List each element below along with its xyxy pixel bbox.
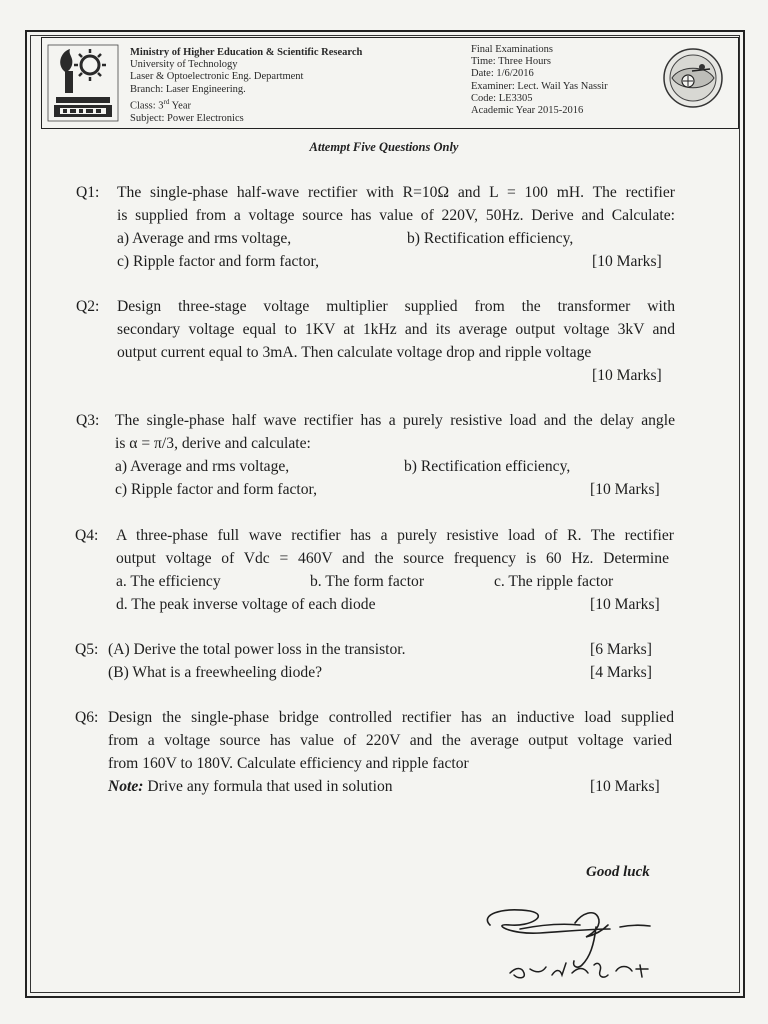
question-text-line: Design three-stage voltage multiplier supplied from the transformer with (117, 298, 675, 315)
header-exam-info-block (471, 44, 661, 117)
question-text-line: The single-phase half wave rectifier has a purely resistive load and the delay angle (115, 412, 675, 429)
question-text-line: secondary voltage equal to 1KV at 1kHz and its average output voltage 3kV and (117, 321, 675, 338)
note-label: Note: (108, 778, 144, 795)
question-text-line: A three-phase full wave rectifier has a purely resistive load of R. The rectifier (116, 527, 674, 544)
question-text-line: is α = π/3, derive and calculate: (115, 435, 311, 452)
question-text-line: from 160V to 180V. Calculate efficiency and ripple factor (108, 755, 469, 772)
question-number: Q4: (75, 527, 99, 544)
question-number: Q3: (76, 412, 100, 429)
handwritten-signature-icon (470, 895, 670, 990)
question-subitem: c) Ripple factor and form factor, (117, 253, 320, 270)
question-marks: [10 Marks] (592, 367, 662, 384)
question-subitem: a) Average and rms voltage, (115, 458, 290, 475)
department-seal-icon (662, 47, 724, 109)
course-code: Code: LE3305 (471, 92, 533, 104)
question-number: Q5: (75, 641, 99, 658)
question-subitem: b) Rectification efficiency, (407, 230, 574, 247)
question-number: Q2: (76, 298, 100, 315)
question-text-line: from a voltage source has value of 220V and the average output voltage varied (108, 732, 672, 749)
question-text-line: Design the single-phase bridge controlled rectifier has an inductive load supplied (108, 709, 674, 726)
class-year: Class: 3rd Year (130, 97, 191, 112)
question-text-line: The single-phase half-wave rectifier with R=10Ω and L = 100 mH. The rectifier (117, 184, 675, 201)
question-subitem: c) Ripple factor and form factor, (115, 481, 318, 498)
subject-name: Subject: Power Electronics (130, 112, 244, 124)
university-name: University of Technology (130, 59, 238, 71)
academic-year: Academic Year 2015-2016 (471, 105, 584, 117)
question-text-line: output current equal to 3mA. Then calculate voltage drop and ripple voltage (117, 344, 592, 361)
page-border (25, 30, 745, 998)
question-marks: [4 Marks] (590, 664, 652, 681)
question-number: Q1: (76, 184, 100, 201)
department-name: Laser & Optoelectronic Eng. Department (130, 71, 304, 83)
question-marks: [10 Marks] (590, 778, 660, 795)
question-part: (A) Derive the total power loss in the transistor. (108, 641, 406, 658)
question-text-line: is supplied from a voltage source has value of 220V, 50Hz. Derive and Calculate: (117, 207, 675, 224)
question-marks: [10 Marks] (590, 596, 660, 613)
question-subitem: b. The form factor (310, 573, 425, 590)
exam-type: Final Examinations (471, 44, 553, 55)
ministry-name: Ministry of Higher Education & Scientific Research (130, 47, 363, 58)
note-text: Drive any formula that used in solution (143, 778, 393, 795)
good-luck-text: Good luck (586, 864, 650, 880)
question-marks: [10 Marks] (590, 481, 660, 498)
question-marks: [10 Marks] (592, 253, 662, 270)
question-note (108, 775, 393, 798)
exam-date: Date: 1/6/2016 (471, 68, 534, 80)
header-institution-block (130, 47, 450, 125)
university-logo-icon (46, 41, 120, 123)
question-text-line: output voltage of Vdc = 460V and the source frequency is 60 Hz. Determine (116, 550, 669, 567)
exam-time: Time: Three Hours (471, 56, 551, 68)
question-subitem: b) Rectification efficiency, (404, 458, 571, 475)
question-marks: [6 Marks] (590, 641, 652, 658)
question-subitem: a) Average and rms voltage, (117, 230, 292, 247)
question-subitem: a. The efficiency (116, 573, 221, 590)
question-part: (B) What is a freewheeling diode? (108, 664, 323, 681)
question-subitem: c. The ripple factor (494, 573, 614, 590)
exam-instruction: Attempt Five Questions Only (309, 140, 459, 154)
question-subitem: d. The peak inverse voltage of each diode (116, 596, 376, 613)
examiner-name: Examiner: Lect. Wail Yas Nassir (471, 80, 608, 92)
branch-name: Branch: Laser Engineering. (130, 83, 246, 95)
question-number: Q6: (75, 709, 99, 726)
